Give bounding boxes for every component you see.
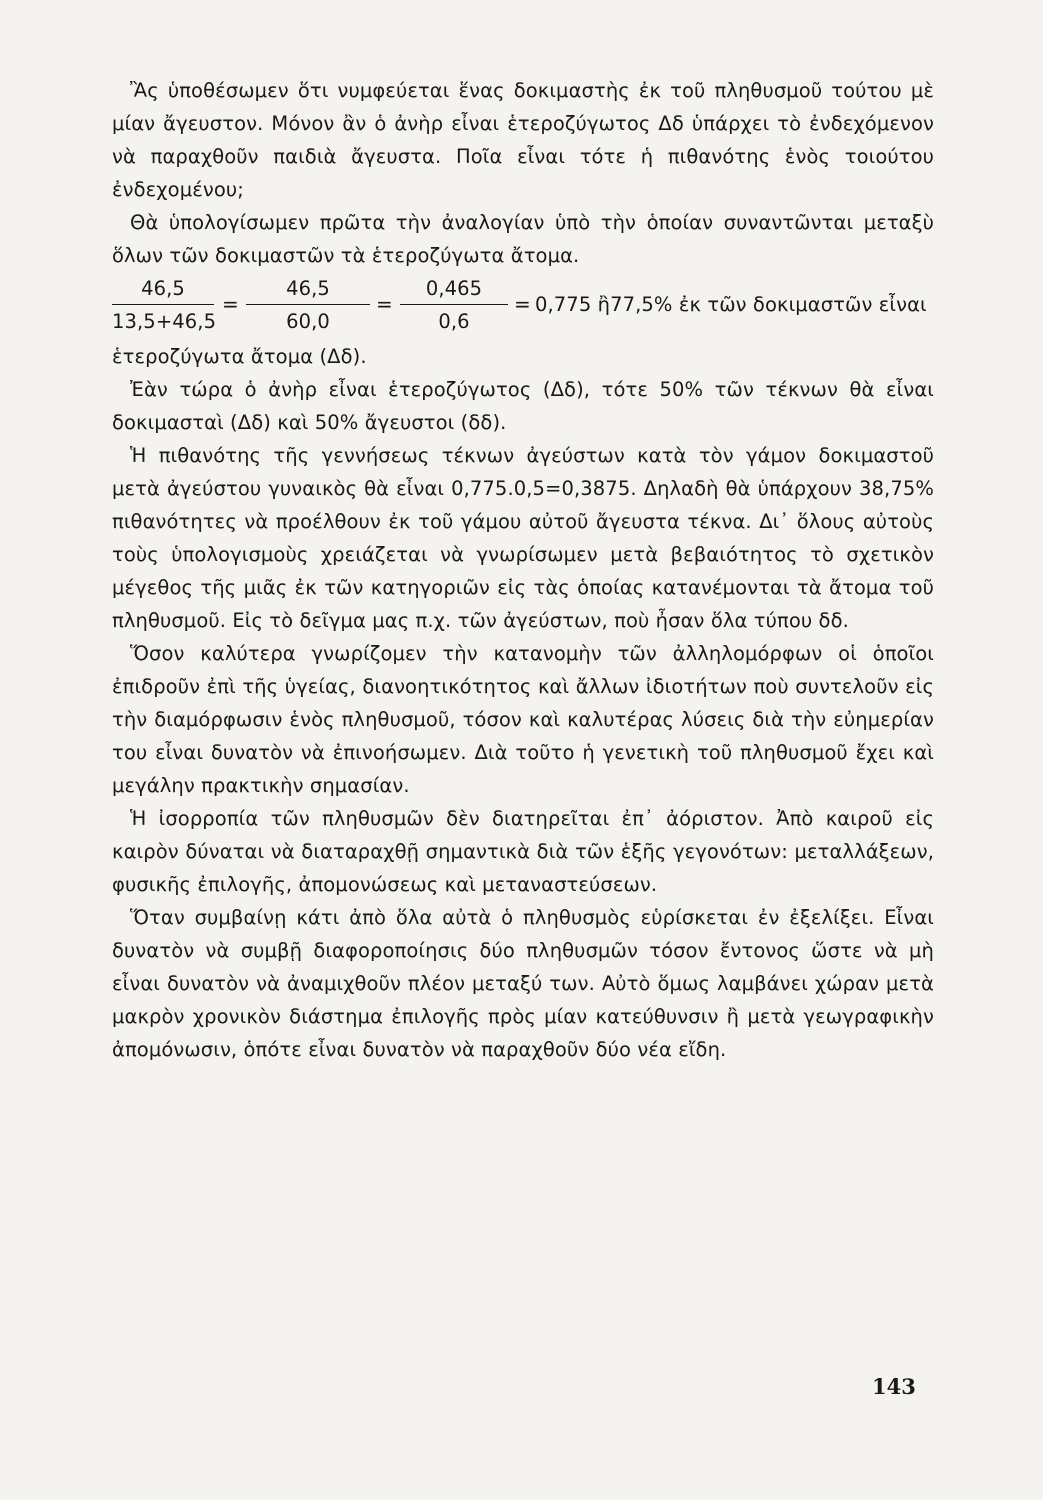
paragraph-6: Ὅσον καλύτερα γνωρίζομεν τὴν κατανομὴν τῶν ἀλληλομόρφων οἱ ὁποῖοι ἐπιδροῦν ἐπὶ τῆς ὑγείας, διανοητικότητος καὶ ἄλλων ἰδιοτήτων ποὺ συντελοῦν εἰς τὴν διαμόρφωσιν ἑνὸς πληθυσμοῦ, τόσον καὶ καλυτέρας λύσεις διὰ τὴν εὐημερίαν του εἶναι δυνατὸν νὰ ἐπινοήσωμεν. Διὰ τοῦτο ἡ γενετικὴ τοῦ πληθυσμοῦ ἔχει καὶ μεγάλην πρακτικὴν σημασίαν. (112, 642, 934, 797)
paragraph-5: Ἡ πιθανότης τῆς γεννήσεως τέκνων ἀγεύστων κατὰ τὸν γάμον δοκιμαστοῦ μετὰ ἀγεύστου γυναικὸς θὰ εἶναι 0,775.0,5=0,3875. Δηλαδὴ θὰ ὑπάρχουν 38,75% πιθανότητες νὰ προέλθουν ἐκ τοῦ γάμου αὐτοῦ ἄγευστα τέκνα. Δι᾽ ὅλους αὐτοὺς τοὺς ὑπολογισμοὺς χρειάζεται νὰ γνωρίσωμεν μετὰ βεβαιότητος τὸ σχετικὸν μέγεθος τῆς μιᾶς ἐκ τῶν κατηγοριῶν εἰς τὰς ὁποίας κατανέμονται τὰ ἄτομα τοῦ πληθυσμοῦ. Εἰς τὸ δεῖγμα μας π.χ. τῶν ἀγεύστων, ποὺ ἦσαν ὅλα τύπου δδ. (112, 444, 934, 632)
paragraph-4: Ἐὰν τώρα ὁ ἀνὴρ εἶναι ἑτεροζύγωτος (Δδ), τότε 50% τῶν τέκνων θὰ εἶναι δοκιμασταὶ (Δδ) καὶ 50% ἄγευστοι (δδ). (112, 378, 934, 434)
fraction-1 (112, 276, 217, 337)
fraction-2-denominator: 60,0 (286, 310, 330, 333)
formula (112, 276, 934, 340)
formula-result: 0,775 ἢ77,5% ἐκ τῶν δοκιμαστῶν εἶναι (535, 293, 927, 316)
fraction-3-denominator: 0,6 (438, 310, 470, 333)
fraction-1-denominator: 13,5+46,5 (112, 310, 217, 333)
page-number: 143 (872, 1374, 916, 1399)
paragraph-8: Ὅταν συμβαίνῃ κάτι ἀπὸ ὅλα αὐτὰ ὁ πληθυσμὸς εὑρίσκεται ἐν ἐξελίξει. Εἶναι δυνατὸν νὰ συμβῇ διαφοροποίησις δύο πληθυσμῶν τόσον ἔντονος ὥστε νὰ μὴ εἶναι δυνατὸν νὰ ἀναμιχθοῦν πλέον μεταξύ των. Αὐτὸ ὅμως λαμβάνει χώραν μετὰ μακρὸν χρονικὸν διάστημα ἐπιλογῆς πρὸς μίαν κατεύθυνσιν ἢ μετὰ γεωγραφικὴν ἀπομόνωσιν, ὁπότε εἶναι δυνατὸν νὰ παραχθοῦν δύο νέα εἴδη. (112, 906, 934, 1061)
paragraph-3: ἑτεροζύγωτα ἄτομα (Δδ). (112, 345, 367, 368)
fraction-1-numerator: 46,5 (141, 277, 185, 300)
equals-sign-1: = (222, 292, 239, 316)
fraction-3 (400, 276, 508, 337)
paragraph-7: Ἡ ἰσορροπία τῶν πληθυσμῶν δὲν διατηρεῖται ἐπ᾽ ἀόριστον. Ἀπὸ καιροῦ εἰς καιρὸν δύναται νὰ διαταραχθῇ σημαντικὰ διὰ τῶν ἑξῆς γεγονότων: μεταλλάξεων, φυσικῆς ἐπιλογῆς, ἀπομονώσεως καὶ μεταναστεύσεων. (112, 807, 934, 896)
fraction-2-numerator: 46,5 (286, 277, 330, 300)
equals-sign-2: = (376, 292, 393, 316)
equals-sign-3: = (514, 292, 531, 316)
paragraph-1: Ἂς ὑποθέσωμεν ὅτι νυμφεύεται ἕνας δοκιμαστὴς ἐκ τοῦ πληθυσμοῦ τούτου μὲ μίαν ἄγευστον. Μόνον ἂν ὁ ἀνὴρ εἶναι ἑτεροζύγωτος Δδ ὑπάρχει τὸ ἐνδεχόμενον νὰ παραχθοῦν παιδιὰ ἄγευστα. Ποῖα εἶναι τότε ἡ πιθανότης ἑνὸς τοιούτου ἐνδεχομένου; (112, 79, 934, 201)
body-text (112, 74, 934, 1066)
paragraph-2: Θὰ ὑπολογίσωμεν πρῶτα τὴν ἀναλογίαν ὑπὸ τὴν ὁποίαν συναντῶνται μεταξὺ ὅλων τῶν δοκιμαστῶν τὰ ἑτεροζύγωτα ἄτομα. (112, 211, 934, 267)
fraction-3-numerator: 0,465 (425, 277, 483, 300)
fraction-2 (246, 276, 370, 337)
